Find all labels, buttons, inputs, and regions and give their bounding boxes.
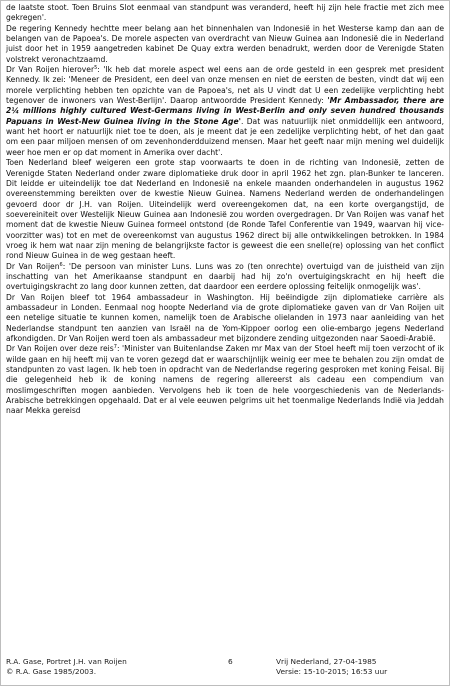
paragraph-text: Dr Van Roijen over deze reis — [6, 344, 114, 354]
paragraph-text: : 'De persoon van minister Luns. Luns was zo (ten onrechte) overtuigd van de juistheid van zijn inschatting van het Amerikaanse standpunt en daarbij had hij zo'n overtuigingskracht en hij heeft die overtuigingskracht zo lang door kunnen zetten, dat daardoor een eerdere oplossing feitelijk onmogelijk was'. — [6, 261, 445, 292]
paragraph-text: de laatste stoot. Toen Bruins Slot eenmaal van standpunt was veranderd, heeft hij zijn hele fractie met zich mee gekregen'. — [6, 3, 444, 23]
footnote-marker: 5 — [94, 65, 98, 72]
quote-text-emphasis: 'Mr Ambassador, there are 2¼ millions highly cultured West-Germans living in West-Berlin and only seven hundred thousands Papuans in West-New Guinea living in the Stone Age' — [6, 96, 444, 126]
article-body — [6, 3, 444, 417]
footer-source: Vrij Nederland, 27-04-1985 — [276, 657, 377, 666]
paragraph — [6, 293, 444, 345]
paragraph-text: Dr Van Roijen — [6, 261, 60, 271]
paragraph-text: : 'Minister van Buitenlandse Zaken mr Max van der Stoel heeft mij toen verzocht of ik wilde gaan en hij heeft mij van te voren gezegd dat er waarschijnlijk weinig eer mee te behalen zou zijn omdat de standpunten zo vast lagen. Ik heb toen in opdracht van de Nederlandse regering gesproken met koning Feisal. Bij die gelegenheid heb ik de koning namens de regering allereerst als cadeau een compendium van moslimgeschriften mogen aanbieden. Vervolgens heb ik toen de hele voorgeschiedenis van de Nederlands-Arabische betrekkingen opgehaald. Dat er al vele eeuwen pelgrims uit het toenmalige Nederlands Indië via Jeddah naar Mekka gereisd — [6, 344, 445, 416]
paragraph-text: De regering Kennedy hechtte meer belang aan het binnenhalen van Indonesië in het Westerse kamp dan aan de belangen van de Papoea's. De morele aspecten van overdracht van Nieuw Guinea aan Indonesië die in Nederland juist door het in 1959 aangetreden kabinet De Quay extra werden benadrukt, werden door de Verenigde Staten volstrekt veronachtzaamd. — [6, 23, 444, 64]
footer-source-info — [276, 657, 387, 676]
paragraph-text: Dr Van Roijen bleef tot 1964 ambassadeur in Washington. Hij beëindigde zijn diplomatieke carrière als ambassadeur in Londen. Eenmaal nog hoopte Nederland via de grote diplomatieke gaven van dr Van Roijen uit een netelige situatie te kunnen komen, namelijk toen de Arabische olielanden in 1973 naar aanleiding van het Nederlandse standpunt ten aanzien van Israël na de Yom-Kippoer oorlog een olie-embargo jegens Nederland afkondigden. Dr Van Roijen werd toen als ambassadeur met bijzondere zending uitgezonden naar Saoedi-Arabië. — [6, 292, 444, 343]
paragraph — [6, 3, 444, 24]
paragraph — [6, 262, 444, 293]
paragraph — [6, 65, 444, 158]
footer-title: R.A. Gase, Portret J.H. van Roijen — [6, 657, 127, 666]
paragraph-text: Dr Van Roijen hierover — [6, 65, 95, 75]
paragraph-text: : 'Ik heb dat morele aspect wel eens aan de orde gesteld in een gesprek met president Kennedy. Ik zei: 'Meneer de President, een deel van onze mensen en niet de eersten de besten, vindt dat wij een morele verplichting hebben ten opzichte van de Papoea's, net als U vindt dat U een zedelijke verplichting hebt tegenover de inwoners van West-Berlijn'. Daarop antwoordde President Kennedy: — [6, 65, 444, 106]
page-footer — [6, 657, 444, 681]
paragraph — [6, 158, 444, 261]
paragraph — [6, 344, 444, 416]
footnote-marker: 6 — [59, 261, 63, 268]
footnote-marker: 7 — [113, 344, 117, 351]
page-number: 6 — [228, 657, 233, 666]
footer-version: Versie: 15-10-2015; 16:53 uur — [276, 666, 388, 676]
paragraph-text: . Dat was natuurlijk niet onmiddellijk een antwoord, want het hoort er natuurlijk niet toe te doen, als je meent dat je een zedelijke verplichting hebt, of het dan gaat om een paar miljoen mensen of om zevenhonderdduizend mensen. Maar het geeft naar mijn mening wel duidelijk weer hoe men er op dat moment in Amerika over dacht'. — [6, 116, 445, 157]
paragraph-text: Toen Nederland bleef weigeren een grote stap voorwaarts te doen in de richting van Indonesië, zetten de Verenigde Staten Nederland onder zware diplomatieke druk door in april 1962 het zgn. plan-Bunker te lanceren. Dit leidde er uiteindelijk toe dat Nederland en Indonesië na enkele maanden onderhandelen in augustus 1962 overeenstemming bereikten over de kwestie Nieuw Guinea. Namens Nederland werden de onderhandelingen gevoerd door dr J.H. van Roijen. Uiteindelijk werd overeengekomen dat, na een korte overgangstijd, de soevereiniteit over Westelijk Nieuw Guinea aan Indonesië zou worden overgedragen. Dr Van Roijen was vanaf het moment dat de kwestie Nieuw Guinea formeel ontstond (de Ronde Tafel Conferentie van 1949, waarvan hij vice-voorzitter was) tot en met de overeenkomst van augustus 1962 direct bij alle ontwikkelingen betrokken. In 1984 vroeg ik hem wat naar zijn mening de belangrijkste factor is geweest die een snelle(re) oplossing van het conflict rond Nieuw Guinea in de weg gestaan heeft. — [6, 158, 444, 261]
footer-author-info — [6, 657, 127, 676]
paragraph — [6, 24, 444, 65]
footer-copyright: © R.A. Gase 1985/2003. — [6, 666, 97, 676]
